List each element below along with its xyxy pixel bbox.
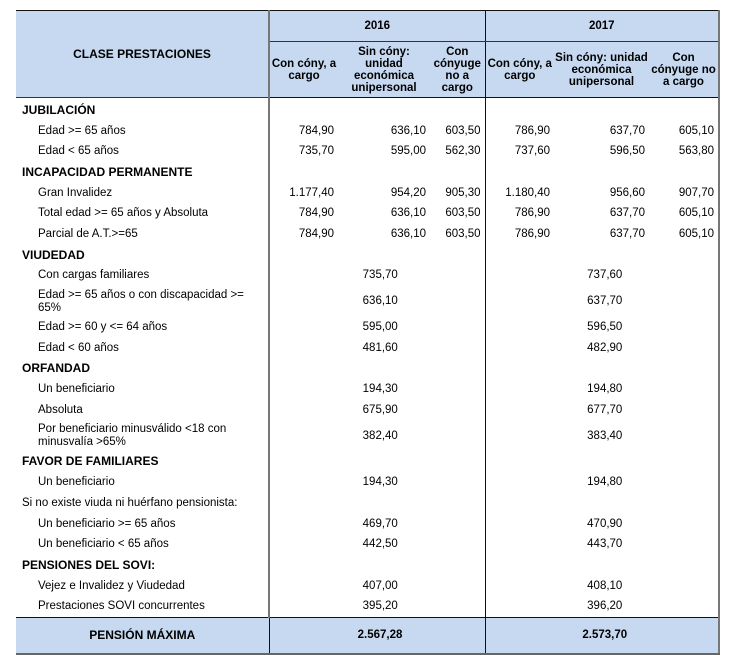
cell-value: 408,10 — [485, 576, 719, 597]
cell-value: 595,00 — [390, 145, 426, 158]
row-label: Absoluta — [16, 400, 269, 421]
pension-table-container — [16, 10, 719, 655]
year-2017-header: 2017 — [485, 11, 719, 42]
section-title: VIUDEDAD — [16, 245, 269, 266]
section-title: ORFANDAD — [16, 359, 269, 380]
year-2016-header: 2016 — [269, 11, 485, 42]
cell-value: 596,50 — [609, 145, 645, 158]
total-row — [16, 618, 719, 655]
section-row — [16, 98, 719, 121]
cell-value: 194,30 — [269, 379, 485, 400]
table-row — [16, 203, 719, 224]
row-label: Con cargas familiares — [16, 266, 269, 287]
table-row — [16, 534, 719, 555]
row-label: Prestaciones SOVI concurrentes — [16, 596, 269, 617]
cell-value: 956,60 — [609, 186, 645, 199]
section-row — [16, 359, 719, 380]
pension-maxima-2017: 2.573,70 — [485, 618, 719, 655]
pension-maxima-2016: 2.567,28 — [269, 618, 485, 655]
cell-value: 786,90 — [514, 124, 550, 137]
table-row — [16, 596, 719, 617]
cell-value: 595,00 — [269, 317, 485, 338]
note-row — [16, 493, 719, 514]
section-row — [16, 162, 719, 183]
cell-value: 637,70 — [485, 286, 719, 317]
cell-value: 784,90 — [298, 124, 334, 137]
cell-value: 194,80 — [485, 472, 719, 493]
table-row — [16, 400, 719, 421]
cell-value: 596,50 — [485, 317, 719, 338]
cell-value: 563,80 — [649, 141, 719, 162]
row-label: Un beneficiario >= 65 años — [16, 514, 269, 535]
cell-value: 637,70 — [609, 124, 645, 137]
cell-value: 954,20 — [390, 186, 426, 199]
row-label: Un beneficiario < 65 años — [16, 534, 269, 555]
row-label: Un beneficiario — [16, 472, 269, 493]
cell-value: 784,90 — [298, 227, 334, 240]
cell-value: 636,10 — [390, 227, 426, 240]
row-label: Edad >= 65 años o con discapacidad >= 65% — [16, 286, 269, 317]
subheader-con-cony-2016: Con cóny, a cargo — [269, 42, 338, 98]
clase-prestaciones-header: CLASE PRESTACIONES — [16, 11, 269, 98]
section-title: FAVOR DE FAMILIARES — [16, 452, 269, 473]
cell-value: 407,00 — [269, 576, 485, 597]
cell-value: 1.177,40 — [289, 186, 334, 199]
subheader-no-a-cargo-2017: Con cónyuge no a cargo — [649, 42, 719, 98]
cell-value: 443,70 — [485, 534, 719, 555]
table-row — [16, 379, 719, 400]
section-row — [16, 245, 719, 266]
section-row — [16, 452, 719, 473]
cell-value: 396,20 — [485, 596, 719, 617]
cell-value: 637,70 — [609, 207, 645, 220]
cell-value: 442,50 — [269, 534, 485, 555]
table-row — [16, 141, 719, 162]
cell-value: 677,70 — [485, 400, 719, 421]
section-title: PENSIONES DEL SOVI: — [16, 555, 269, 576]
cell-value: 194,80 — [485, 379, 719, 400]
cell-value: 636,10 — [269, 286, 485, 317]
cell-value: 603,50 — [430, 203, 485, 224]
table-row — [16, 472, 719, 493]
cell-value: 382,40 — [269, 421, 485, 452]
table-body — [16, 98, 719, 618]
pension-maxima-label: PENSIÓN MÁXIMA — [16, 618, 269, 655]
row-label: Edad < 65 años — [16, 141, 269, 162]
cell-value: 605,10 — [649, 224, 719, 245]
table-row — [16, 317, 719, 338]
row-label: Por beneficiario minusválido <18 con minusvalía >65% — [16, 421, 269, 452]
cell-value: 735,70 — [269, 266, 485, 287]
section-title: JUBILACIÓN — [16, 98, 269, 121]
cell-value: 469,70 — [269, 514, 485, 535]
cell-value: 194,30 — [269, 472, 485, 493]
table-row — [16, 576, 719, 597]
subheader-sin-cony-2017: Sin cóny: unidad económica unipersonal — [554, 42, 649, 98]
row-label: Total edad >= 65 años y Absoluta — [16, 203, 269, 224]
cell-value: 383,40 — [485, 421, 719, 452]
row-label: Un beneficiario — [16, 379, 269, 400]
table-row — [16, 514, 719, 535]
cell-value: 737,60 — [514, 145, 550, 158]
cell-value: 637,70 — [609, 227, 645, 240]
cell-value: 786,90 — [514, 207, 550, 220]
row-label: Parcial de A.T.>=65 — [16, 224, 269, 245]
subheader-con-cony-2017: Con cóny, a cargo — [485, 42, 554, 98]
cell-value: 603,50 — [430, 224, 485, 245]
cell-value: 605,10 — [649, 203, 719, 224]
cell-value: 1.180,40 — [505, 186, 550, 199]
table-row — [16, 338, 719, 359]
pension-table — [16, 10, 720, 655]
table-row — [16, 121, 719, 142]
table-row — [16, 421, 719, 452]
row-label: Edad >= 65 años — [16, 121, 269, 142]
cell-value: 905,30 — [430, 183, 485, 204]
row-label: Edad >= 60 y <= 64 años — [16, 317, 269, 338]
subheader-no-a-cargo-2016: Con cónyuge no a cargo — [430, 42, 485, 98]
table-row — [16, 286, 719, 317]
table-row — [16, 224, 719, 245]
cell-value: 636,10 — [390, 124, 426, 137]
subheader-sin-cony-2016: Sin cóny: unidad económica unipersonal — [338, 42, 430, 98]
section-row — [16, 555, 719, 576]
cell-value: 605,10 — [649, 121, 719, 142]
cell-value: 907,70 — [649, 183, 719, 204]
cell-value: 482,90 — [485, 338, 719, 359]
cell-value: 562,30 — [430, 141, 485, 162]
row-label: Vejez e Invalidez y Viudedad — [16, 576, 269, 597]
cell-value: 675,90 — [269, 400, 485, 421]
cell-value: 481,60 — [269, 338, 485, 359]
cell-value: 603,50 — [430, 121, 485, 142]
cell-value: 636,10 — [390, 207, 426, 220]
table-row — [16, 183, 719, 204]
row-label: Gran Invalidez — [16, 183, 269, 204]
cell-value: 395,20 — [269, 596, 485, 617]
cell-value: 735,70 — [298, 145, 334, 158]
note-label: Si no existe viuda ni huérfano pensionista: — [16, 493, 269, 514]
section-title: INCAPACIDAD PERMANENTE — [16, 162, 269, 183]
row-label: Edad < 60 años — [16, 338, 269, 359]
cell-value: 786,90 — [514, 227, 550, 240]
cell-value: 737,60 — [485, 266, 719, 287]
table-row — [16, 266, 719, 287]
cell-value: 470,90 — [485, 514, 719, 535]
cell-value: 784,90 — [298, 207, 334, 220]
